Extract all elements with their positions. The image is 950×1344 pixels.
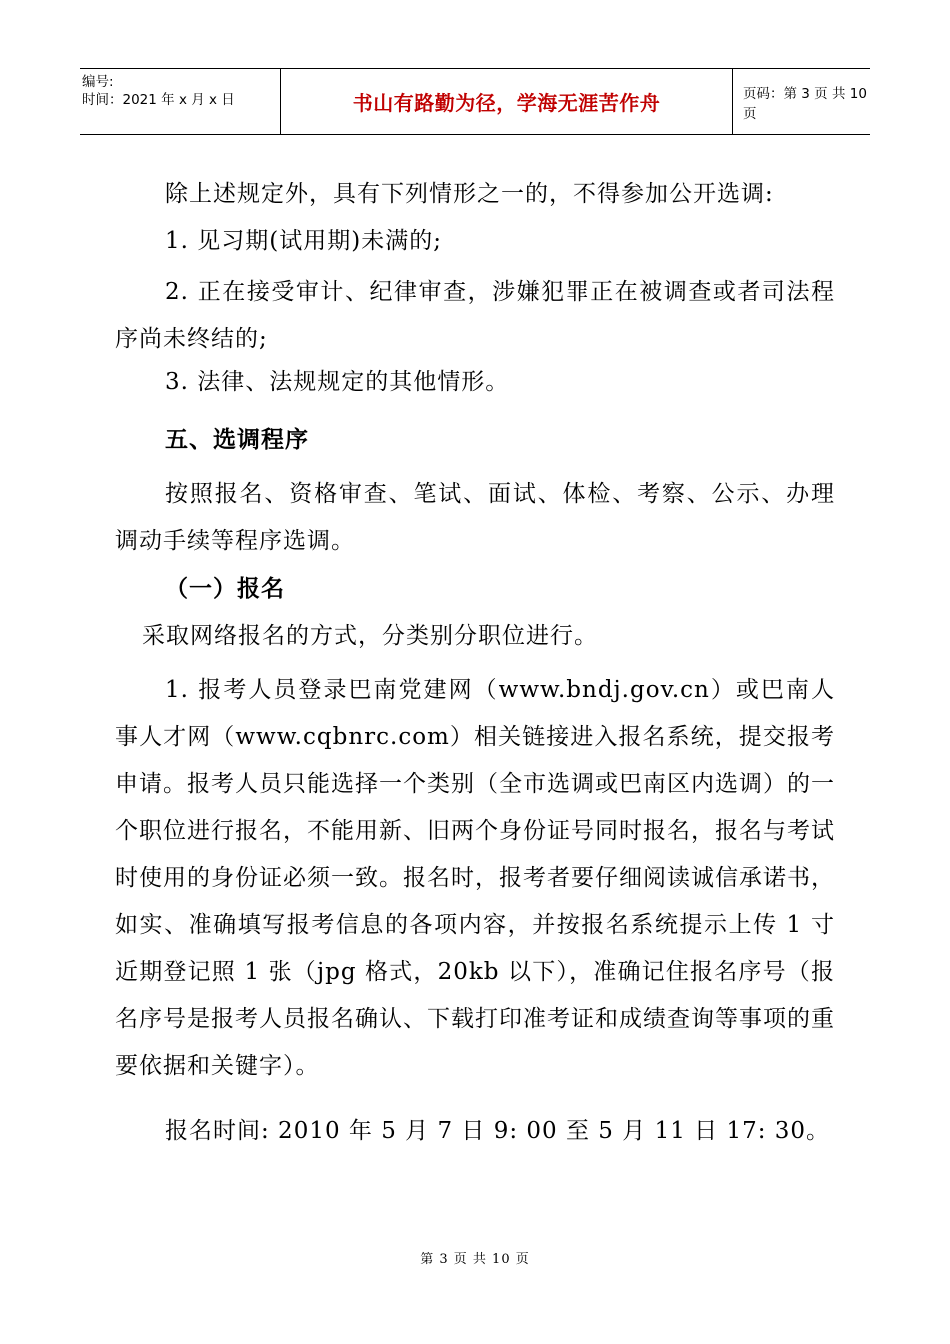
page-footer: 第 3 页 共 10 页	[420, 1252, 530, 1267]
section-heading-procedure: 五、选调程序	[165, 427, 309, 453]
paragraph-registration-method: 采取网络报名的方式，分类别分职位进行。	[142, 623, 598, 649]
date-label: 时间：2021 年 x 月 x 日	[82, 92, 235, 108]
document-header	[80, 68, 870, 135]
paragraph-registration-time: 报名时间: 2010 年 5 月 7 日 9: 00 至 5 月 11 日 17: 30。	[165, 1118, 831, 1144]
list-item-2: 2. 正在接受审计、纪律审查，涉嫌犯罪正在被调查或者司法程序尚未终结的;	[115, 279, 835, 352]
code-label: 编号:	[82, 74, 114, 90]
header-meta	[80, 69, 281, 134]
header-page-info: 页码：第 3 页 共 10 页	[743, 85, 867, 122]
paragraph-registration-details: 1. 报考人员登录巴南党建网（www.bndj.gov.cn）或巴南人事人才网（www.cqbnrc.com）相关链接进入报名系统，提交报考申请。报考人员只能选择一个类别（全市选调或巴南区内选调）的一个职位进行报名，不能用新、旧两个身份证号同时报名，报名与考试时使用的身份证必须一致。报名时，报考者要仔细阅读诚信承诺书，如实、准确填写报考信息的各项内容，并按报名系统提示上传 1 寸近期登记照 1 张（jpg 格式，20kb 以下），准确记住报名序号（报名序号是报考人员报名确认、下载打印准考证和成绩查询等事项的重要依据和关键字）。	[115, 677, 835, 1079]
list-item-1: 1. 见习期(试用期)未满的;	[165, 228, 442, 254]
header-motto: 书山有路勤为径，学海无涯苦作舟	[281, 69, 733, 134]
list-item-3: 3. 法律、法规规定的其他情形。	[165, 369, 510, 395]
paragraph-intro: 除上述规定外，具有下列情形之一的，不得参加公开选调:	[165, 181, 774, 207]
paragraph-procedure: 按照报名、资格审查、笔试、面试、体检、考察、公示、办理调动手续等程序选调。	[115, 481, 835, 554]
subsection-heading-registration: （一）报名	[165, 576, 285, 602]
